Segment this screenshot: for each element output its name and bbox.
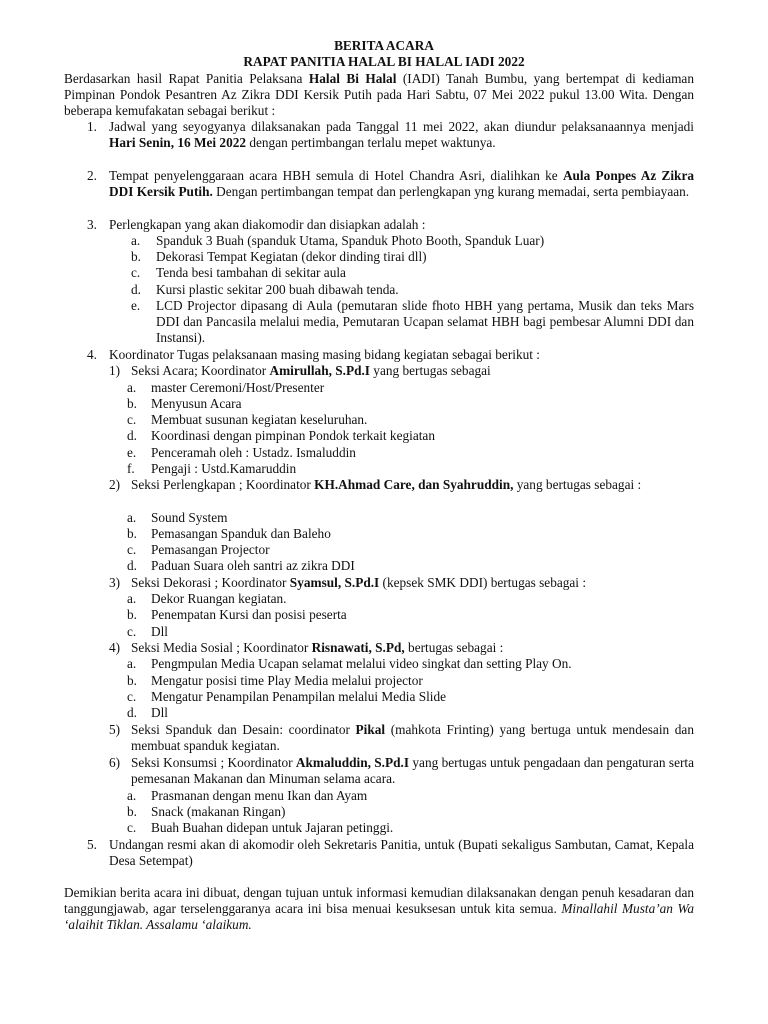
sub-label: e. xyxy=(127,445,137,460)
sub-item: master Ceremoni/Host/Presenter xyxy=(151,380,325,395)
list-item: Perlengkapan yang akan diakomodir dan disiapkan adalah : xyxy=(109,217,426,232)
sub-label: c. xyxy=(127,542,137,557)
sub-item: Kursi plastic sekitar 200 buah dibawah tenda. xyxy=(156,282,399,297)
sub-label: e. xyxy=(131,298,141,313)
list-number: 2. xyxy=(87,168,97,183)
sub-label: d. xyxy=(127,558,137,573)
sub-label: a. xyxy=(127,656,137,671)
sub-label: c. xyxy=(131,265,141,280)
sub-label: b. xyxy=(127,673,137,688)
seksi-number: 4) xyxy=(109,640,121,655)
sub-item: Sound System xyxy=(151,510,228,525)
document-subtitle: RAPAT PANITIA HALAL BI HALAL IADI 2022 xyxy=(243,54,525,69)
sub-item: Buah Buahan didepan untuk Jajaran petinggi. xyxy=(151,820,394,835)
sub-item: Dekor Ruangan kegiatan. xyxy=(151,591,287,606)
sub-item: Membuat susunan kegiatan keseluruhan. xyxy=(151,412,368,427)
sub-label: a. xyxy=(127,510,137,525)
sub-label: c. xyxy=(127,820,137,835)
list-item: Tempat penyelenggaraan acara HBH semula di Hotel Chandra Asri, dialihkan ke Aula Ponpes Az Zikra DDI Kersik Putih. Dengan pertimbangan tempat dan perlengkapan yng kurang memadai, serta pembiayaan. xyxy=(109,168,694,200)
sub-item: Mengatur posisi time Play Media melalui projector xyxy=(151,673,423,688)
sub-label: f. xyxy=(127,461,135,476)
list-number: 4. xyxy=(87,347,97,362)
seksi-number: 6) xyxy=(109,755,121,770)
sub-item: Mengatur Penampilan Penampilan melalui Media Slide xyxy=(151,689,447,704)
seksi-number: 2) xyxy=(109,477,121,492)
seksi-number: 1) xyxy=(109,363,121,378)
sub-item: Paduan Suara oleh santri az zikra DDI xyxy=(151,558,355,573)
sub-item: Pengmpulan Media Ucapan selamat melalui video singkat dan setting Play On. xyxy=(151,656,572,671)
seksi-item: Seksi Media Sosial ; Koordinator Risnawati, S.Pd, bertugas sebagai : xyxy=(131,640,504,655)
sub-item: Dll xyxy=(151,624,168,639)
seksi-item: Seksi Perlengkapan ; Koordinator KH.Ahmad Care, dan Syahruddin, yang bertugas sebagai : xyxy=(131,477,642,492)
sub-item: Snack (makanan Ringan) xyxy=(151,804,286,819)
sub-label: b. xyxy=(127,804,137,819)
sub-label: c. xyxy=(127,412,137,427)
sub-label: c. xyxy=(127,624,137,639)
sub-label: b. xyxy=(127,396,137,411)
sub-label: d. xyxy=(131,282,141,297)
intro-paragraph: Berdasarkan hasil Rapat Panitia Pelaksana Halal Bi Halal (IADI) Tanah Bumbu, yang bertempat di kediaman Pimpinan Pondok Pesantren Az Zikra DDI Kersik Putih pada Hari Sabtu, 07 Mei 2022 pukul 13.00 Wita. Dengan beberapa kemufakatan sebagai berikut : xyxy=(64,71,694,119)
list-item: Undangan resmi akan di akomodir oleh Sekretaris Panitia, untuk (Bupati sekaligus Sambutan, Camat, Kepala Desa Setempat) xyxy=(109,837,694,869)
sub-item: Pemasangan Projector xyxy=(151,542,270,557)
sub-item: Dll xyxy=(151,705,168,720)
sub-label: d. xyxy=(127,428,137,443)
sub-item: Koordinasi dengan pimpinan Pondok terkait kegiatan xyxy=(151,428,435,443)
sub-item: Menyusun Acara xyxy=(151,396,242,411)
list-number: 3. xyxy=(87,217,97,232)
sub-label: b. xyxy=(127,607,137,622)
sub-item: Tenda besi tambahan di sekitar aula xyxy=(156,265,346,280)
seksi-item: Seksi Konsumsi ; Koordinator Akmaluddin, S.Pd.I yang bertugas untuk pengadaan dan pengaturan serta pemesanan Makanan dan Minuman selama acara. xyxy=(131,755,695,787)
list-number: 1. xyxy=(87,119,97,134)
sub-item: Penceramah oleh : Ustadz. Ismaluddin xyxy=(151,445,356,460)
sub-item: Pemasangan Spanduk dan Baleho xyxy=(151,526,331,541)
list-item: Koordinator Tugas pelaksanaan masing masing bidang kegiatan sebagai berikut : xyxy=(109,347,540,362)
seksi-item: Seksi Spanduk dan Desain: coordinator Pikal (mahkota Frinting) yang bertuga untuk mendesain dan membuat spanduk kegiatan. xyxy=(131,722,694,754)
sub-item: Prasmanan dengan menu Ikan dan Ayam xyxy=(151,788,368,803)
list-number: 5. xyxy=(87,837,97,852)
sub-label: a. xyxy=(127,380,137,395)
sub-label: b. xyxy=(127,526,137,541)
sub-label: a. xyxy=(127,591,137,606)
sub-item: Pengaji : Ustd.Kamaruddin xyxy=(151,461,297,476)
list-item: Jadwal yang seyogyanya dilaksanakan pada Tanggal 11 mei 2022, akan diundur pelaksanaannya menjadi Hari Senin, 16 Mei 2022 dengan pertimbangan terlalu mepet waktunya. xyxy=(109,119,694,151)
sub-label: b. xyxy=(131,249,141,264)
document-title: BERITA ACARA xyxy=(334,38,434,53)
seksi-number: 3) xyxy=(109,575,121,590)
sub-item: Spanduk 3 Buah (spanduk Utama, Spanduk Photo Booth, Spanduk Luar) xyxy=(156,233,545,248)
sub-label: a. xyxy=(131,233,141,248)
seksi-item: Seksi Dekorasi ; Koordinator Syamsul, S.Pd.I (kepsek SMK DDI) bertugas sebagai : xyxy=(131,575,587,590)
sub-label: d. xyxy=(127,705,137,720)
seksi-item: Seksi Acara; Koordinator Amirullah, S.Pd.I yang bertugas sebagai xyxy=(131,363,491,378)
sub-item: LCD Projector dipasang di Aula (pemutaran slide fhoto HBH yang pertama, Musik dan teks Mars DDI dan Pancasila melalui media, Pemutaran Ucapan selamat HBH bagi pembesar Alumni DDI dan Instansi). xyxy=(156,298,694,346)
closing-paragraph: Demikian berita acara ini dibuat, dengan tujuan untuk informasi kemudian dilaksanakan dengan penuh kesadaran dan tanggungjawab, agar terselenggaranya acara ini bisa menuai kesuksesan untuk kita semua. Minallahil Musta’an Wa ‘alaihit Tiklan. Assalamu ‘alaikum. xyxy=(64,885,694,933)
sub-item: Penempatan Kursi dan posisi peserta xyxy=(151,607,347,622)
sub-label: c. xyxy=(127,689,137,704)
seksi-number: 5) xyxy=(109,722,121,737)
sub-item: Dekorasi Tempat Kegiatan (dekor dinding tirai dll) xyxy=(156,249,427,264)
sub-label: a. xyxy=(127,788,137,803)
